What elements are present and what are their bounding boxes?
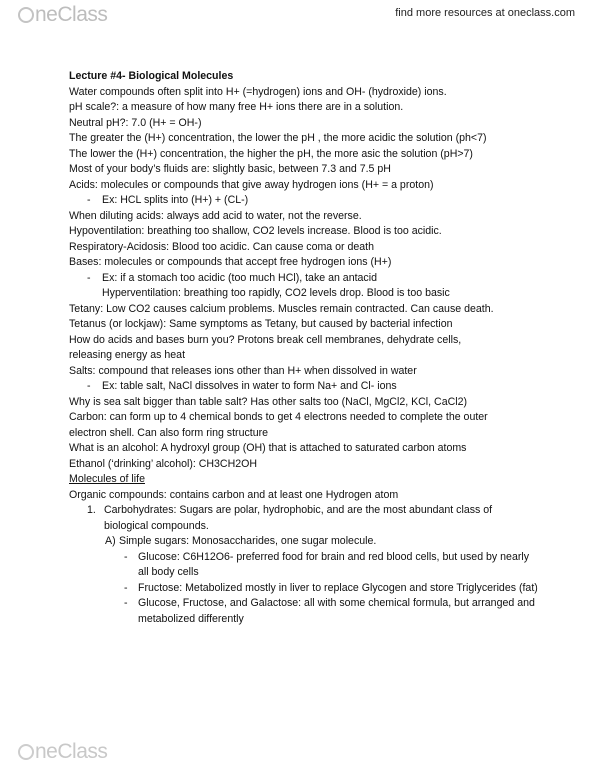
salt-example: - Ex: table salt, NaCl dissolves in water to form Na+ and Cl- ions — [69, 379, 569, 395]
sub-item-simple-sugars: A) Simple sugars: Monosaccharides, one sugar molecule. — [69, 534, 569, 550]
bullet-dash: - — [124, 581, 128, 594]
logo-text: neClass — [35, 3, 108, 26]
bullet-dash: - — [124, 597, 128, 609]
numbered-item-carbohydrates: 1. Carbohydrates: Sugars are polar, hydrophobic, and are the most abundant class of biological compounds. — [69, 503, 569, 534]
note-line: Ethanol (‘drinking’ alcohol): CH3CH2OH — [69, 457, 258, 470]
note-line: When diluting acids: always add acid to water, not the reverse. — [69, 209, 362, 222]
resources-link[interactable]: find more resources at oneclass.com — [395, 7, 575, 19]
note-line: Carbon: can form up to 4 chemical bonds to get 4 electrons needed to complete the outer electron shell. Can also form ring structure — [69, 411, 488, 439]
footer-oneclass-logo — [18, 740, 107, 764]
footer-logo-text: neClass — [35, 740, 108, 763]
note-line: Acids: molecules or compounds that give away hydrogen ions (H+ = a proton) — [69, 178, 434, 191]
logo-o-icon — [18, 7, 34, 23]
note-line: What is an alcohol: A hydroxyl group (OH) that is attached to saturated carbon atoms — [69, 442, 467, 454]
base-example: - Ex: if a stomach too acidic (too much HCl), take an antacid — [69, 271, 569, 287]
note-line: Organic compounds: contains carbon and at least one Hydrogen atom — [69, 488, 399, 501]
note-line: Tetany: Low CO2 causes calcium problems. Muscles remain contracted. Can cause death. — [69, 302, 494, 315]
bullet-dash: - — [87, 380, 91, 392]
note-line: Respiratory-Acidosis: Blood too acidic. Can cause coma or death — [69, 240, 375, 253]
note-line: The greater the (H+) concentration, the lower the pH , the more acidic the solution (ph<7) — [69, 132, 487, 144]
note-line: Hypoventilation: breathing too shallow, CO2 levels increase. Blood is too acidic. — [69, 225, 442, 237]
acid-example: - Ex: HCL splits into (H+) + (CL-) — [69, 193, 569, 209]
list-item: - Glucose, Fructose, and Galactose: all with some chemical formula, but arranged and metabolized differently — [69, 596, 569, 627]
logo-o-icon — [18, 744, 34, 760]
lecture-notes — [69, 69, 569, 627]
hyperventilation-note: Hyperventilation: breathing too rapidly, CO2 levels drop. Blood is too basic — [102, 287, 450, 299]
note-line: Water compounds often split into H+ (=hydrogen) ions and OH- (hydroxide) ions. — [69, 85, 447, 98]
note-line: Why is sea salt bigger than table salt? Has other salts too (NaCl, MgCl2, KCl, CaCl2) — [69, 395, 468, 408]
note-line: pH scale?: a measure of how many free H+ ions there are in a solution. — [69, 101, 404, 113]
section-heading: Molecules of life — [69, 473, 145, 485]
note-line: Neutral pH?: 7.0 (H+ = OH-) — [69, 116, 202, 129]
bullet-dash: - — [87, 194, 91, 206]
note-line: How do acids and bases burn you? Protons break cell membranes, dehydrate cells, releasing energy as heat — [69, 333, 462, 361]
note-line: Most of your body’s fluids are: slightly basic, between 7.3 and 7.5 pH — [69, 163, 391, 175]
list-item: - Fructose: Metabolized mostly in liver to replace Glycogen and store Triglycerides (fat) — [69, 581, 569, 597]
lecture-title: Lecture #4- Biological Molecules — [69, 70, 234, 82]
bullet-dash: - — [124, 550, 128, 563]
list-number: 1. — [87, 504, 96, 516]
sub-item-marker: A) — [105, 535, 116, 547]
oneclass-logo — [18, 4, 107, 26]
bullet-dash: - — [87, 271, 91, 284]
note-line: The lower the (H+) concentration, the higher the pH, the more asic the solution (pH>7) — [69, 147, 473, 160]
list-item: - Glucose: C6H12O6- preferred food for brain and red blood cells, but used by nearly all body cells — [69, 550, 569, 581]
note-line: Salts: compound that releases ions other than H+ when dissolved in water — [69, 364, 417, 377]
note-line: Bases: molecules or compounds that accept free hydrogen ions (H+) — [69, 256, 392, 268]
note-line: Tetanus (or lockjaw): Same symptoms as Tetany, but caused by bacterial infection — [69, 318, 453, 330]
